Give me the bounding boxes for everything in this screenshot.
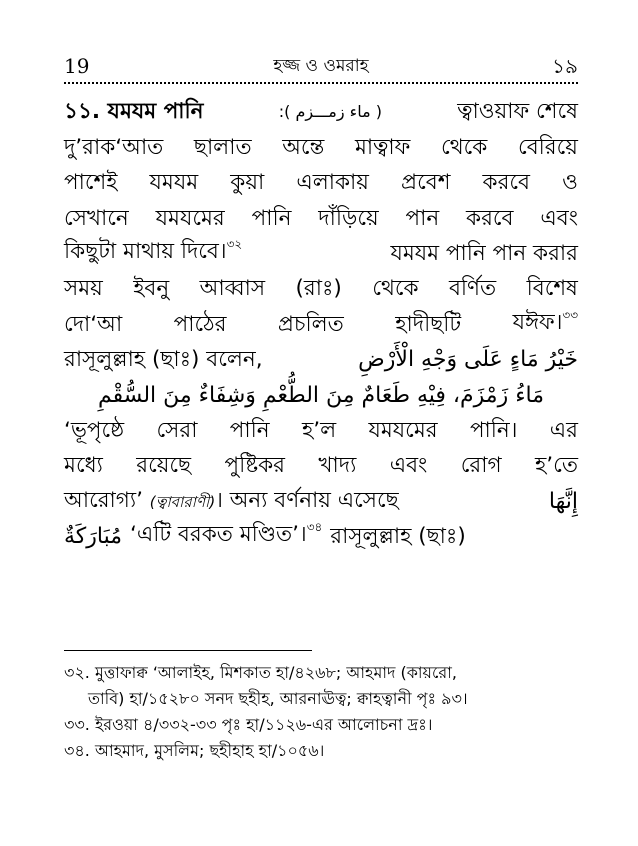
arabic-hadith-part-2: مَاءُ زَمْزَمَ، فِيْهِ طَعَامٌ مِنَ الطُّعْمِ وَشِفَاءٌ مِنَ السُّقْمِ xyxy=(97,382,545,408)
word: দাঁড়িয়ে xyxy=(318,205,379,231)
word: ইবনু xyxy=(133,276,170,302)
word: বেরিয়ে xyxy=(517,134,578,160)
word: পান xyxy=(405,205,440,231)
word: পুষ্টিকর xyxy=(224,453,286,479)
footnotes xyxy=(64,660,578,764)
footnote-ref-32: ৩২ xyxy=(226,236,243,251)
text-fragment xyxy=(64,486,399,517)
text-line-5 xyxy=(64,234,578,269)
word: খাদ্য xyxy=(318,453,357,479)
word: পানি xyxy=(251,205,292,231)
word: ও xyxy=(562,170,578,196)
word: পাশেই xyxy=(64,170,118,196)
text-line-9 xyxy=(64,375,578,410)
word: রোগ xyxy=(460,453,502,479)
word: করবে xyxy=(466,205,514,231)
source-citation: (ত্বাবারাণী) xyxy=(149,492,216,511)
word: পানি xyxy=(229,417,270,443)
running-title: হজ্জ ও ওমরাহ xyxy=(273,56,369,76)
word: আব্বাস xyxy=(199,276,266,302)
word xyxy=(513,308,578,340)
word-text: যঈফ। xyxy=(512,309,563,335)
text-fragment: রাসূলুল্লাহ (ছাঃ) বলেন, xyxy=(64,347,263,373)
word: পাঠের xyxy=(173,311,227,337)
sentence: । অন্য বর্ণনায় এসেছে xyxy=(215,487,399,513)
word: দো‘আ xyxy=(64,311,123,337)
word: মধ্যে xyxy=(64,453,103,479)
word: এবং xyxy=(540,205,578,231)
arabic-hadith-part-1: خَيْرُ مَاءٍ عَلَى وَجْهِ الْأَرْضِ xyxy=(358,347,578,373)
word: থেকে xyxy=(441,134,488,160)
word: থেকে xyxy=(372,276,419,302)
word: পানি। xyxy=(469,417,518,443)
text-fragment: ত্বাওয়াফ শেষে xyxy=(457,99,578,125)
footnote-34: ৩৪. আহমাদ, মুসলিম; ছহীহাহ হা/১০৫৬। xyxy=(64,741,325,760)
text-line-3 xyxy=(64,163,578,198)
word: যমযমের xyxy=(155,205,225,231)
word: এর xyxy=(549,417,578,443)
word: করবে xyxy=(482,170,531,196)
footnote-ref-33: ৩৩ xyxy=(562,307,578,322)
word: মাত্বাফ xyxy=(354,134,411,160)
word: রয়েছে xyxy=(136,453,192,479)
word: এলাকায় xyxy=(296,170,369,196)
arabic-word: إِنَّهَا xyxy=(548,488,578,514)
text-fragment xyxy=(64,237,242,269)
word: প্রচলিত xyxy=(277,311,344,337)
footnote-32: ৩২. মুত্তাফাক্ব ‘আলাইহ, মিশকাত হা/৪২৬৮; আহমাদ (কায়রো, xyxy=(64,663,457,682)
footnote-32-continued: তাবি) হা/১৫২৮০ সনদ ছহীহ, আরনাঊত্ব; ক্বাহত্বানী পৃঃ ৯৩। xyxy=(88,689,468,708)
text-fragment xyxy=(130,520,322,552)
word: হ’তে xyxy=(535,453,578,479)
word: ছালাত xyxy=(193,134,252,160)
word: প্রবেশ xyxy=(401,170,451,196)
word: হ’ল xyxy=(301,417,337,443)
word: কুয়া xyxy=(230,170,265,196)
text-line-13 xyxy=(64,517,578,552)
word: যমযমের xyxy=(368,417,438,443)
page-number-bengali: ১৯ xyxy=(552,54,578,78)
word: এবং xyxy=(389,453,428,479)
sentence: কিছুটা মাথায় দিবে। xyxy=(64,238,227,264)
footnote-ref-34: ৩৪ xyxy=(306,520,323,535)
text-line-6 xyxy=(64,269,578,304)
section-heading: ১১. যমযম পানি xyxy=(64,99,204,125)
footnote-33: ৩৩. ইরওয়া ৪/৩৩২-৩৩ পৃঃ হা/১১২৬-এর আলোচনা দ্রঃ। xyxy=(64,715,433,734)
word: বর্ণিত xyxy=(448,276,497,302)
word: যমযম xyxy=(149,170,199,196)
word: (রাঃ) xyxy=(295,276,342,302)
body-text xyxy=(64,92,578,552)
word: সেরা xyxy=(156,417,198,443)
text-line-8 xyxy=(64,340,578,375)
text-fragment: রাসূলুল্লাহ (ছাঃ) xyxy=(330,524,466,550)
text-line-12 xyxy=(64,481,578,516)
text-line-11 xyxy=(64,446,578,481)
sentence: ‘এটি বরকত মণ্ডিত’। xyxy=(130,522,307,548)
page-number-latin: 19 xyxy=(64,54,90,78)
word: সময় xyxy=(64,276,103,302)
text-line-10 xyxy=(64,411,578,446)
text-line-7 xyxy=(64,304,578,339)
text-line-1 xyxy=(64,92,578,127)
text-fragment: যমযম পানি পান করার xyxy=(390,240,578,266)
arabic-word: مُبَارَكَةٌ xyxy=(64,524,123,550)
word: ‘ভূপৃষ্ঠে xyxy=(64,417,125,443)
page-header xyxy=(64,50,578,84)
word: সেখানে xyxy=(64,205,129,231)
word: দু’রাক‘আত xyxy=(64,134,164,160)
word: আরোগ্য’ xyxy=(64,487,143,513)
footnote-divider xyxy=(64,650,312,651)
word: বিশেষ xyxy=(526,276,578,302)
arabic-heading: ( ماء زمـــزم ): xyxy=(278,102,382,122)
text-line-4 xyxy=(64,198,578,233)
word: হাদীছটি xyxy=(395,311,462,337)
word: অন্তে xyxy=(282,134,325,160)
text-line-2 xyxy=(64,127,578,162)
